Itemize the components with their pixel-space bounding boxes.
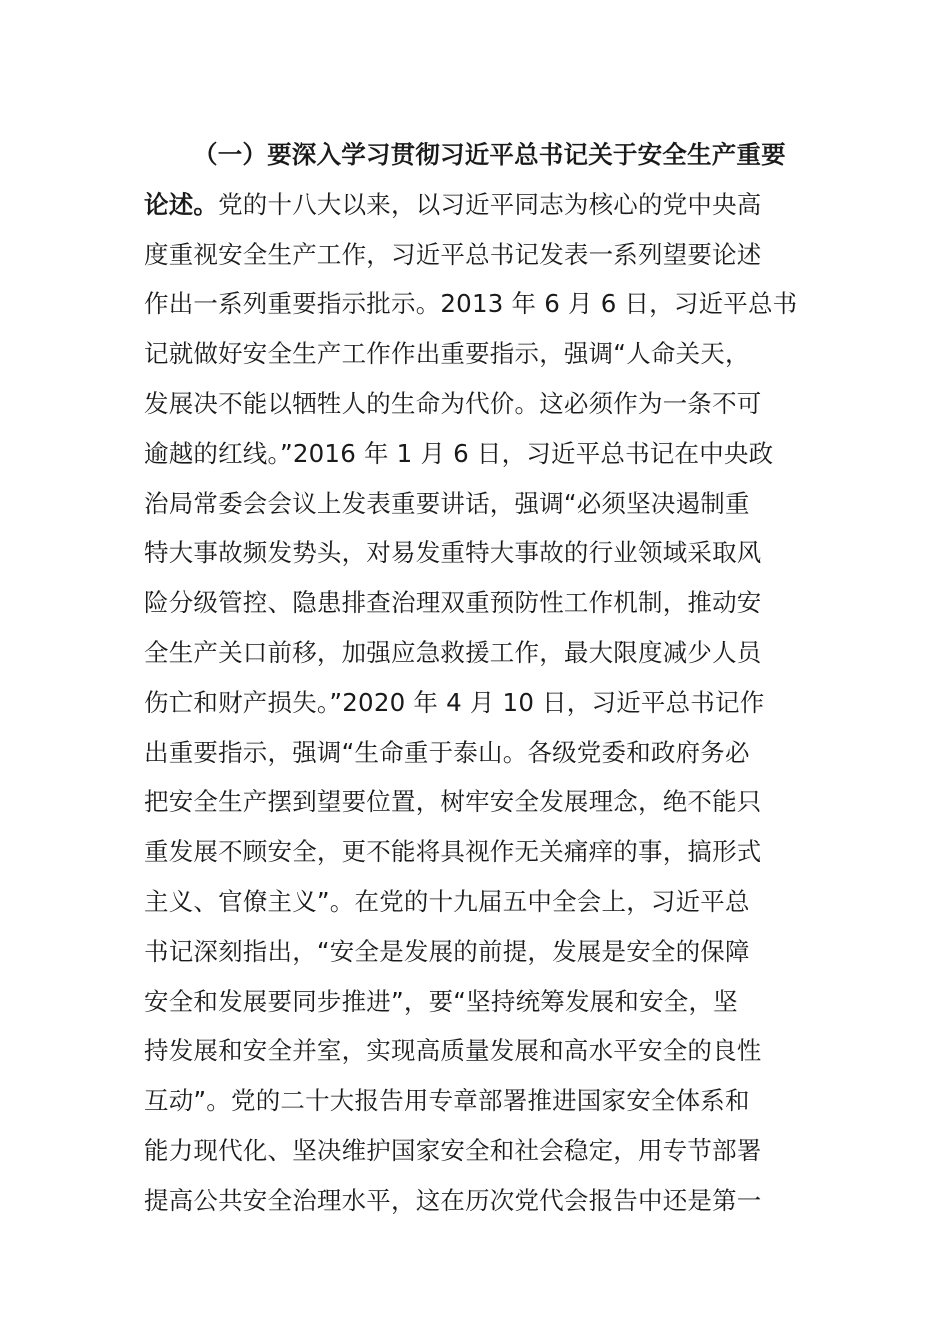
section-heading: （一）要深入学习贯彻习近平总书记关于安全生产重要 [193, 140, 786, 169]
paragraph-line: 能力现代化、坚决维护国家安全和社会稳定，用专节部署 [144, 1135, 762, 1165]
paragraph-line: 逾越的红线。”2016 年 1 月 6 日，习近平总书记在中央政 [144, 438, 774, 468]
paragraph-line: 伤亡和财产损失。”2020 年 4 月 10 日，习近平总书记作 [144, 687, 765, 717]
paragraph-line: 出重要指示，强调“生命重于泰山。各级党委和政府务必 [144, 737, 750, 767]
paragraph-line: 作出一系列重要指示批示。2013 年 6 月 6 日，习近平总书 [144, 289, 798, 319]
paragraph-line: 治局常委会会议上发表重要讲话，强调“必须坚决遏制重 [144, 488, 750, 518]
section-heading-end: 论述。 [144, 189, 219, 219]
paragraph-text: 党的十八大以来，以习近平同志为核心的党中央高 [218, 189, 762, 219]
paragraph-line: 发展决不能以牺牲人的生命为代价。这必须作为一条不可 [144, 388, 762, 418]
paragraph-line: 险分级管控、隐患排查治理双重预防性工作机制，推动安 [144, 588, 762, 618]
paragraph-line [144, 180, 814, 230]
paragraph-line: 特大事故频发势头，对易发重特大事故的行业领域采取风 [144, 538, 762, 568]
paragraph-line: 持发展和安全并室，实现高质量发展和高水平安全的良性 [144, 1036, 762, 1066]
paragraph-line: 重发展不顾安全，更不能将具视作无关痛痒的事，搞形式 [144, 837, 762, 867]
paragraph-line: 互动”。党的二十大报告用专章部署推进国家安全体系和 [144, 1086, 750, 1116]
paragraph-line: 度重视安全生产工作，习近平总书记发表一系列望要论述 [144, 239, 762, 269]
paragraph-line: 把安全生产摆到望要位置，树牢安全发展理念，绝不能只 [144, 787, 762, 817]
paragraph-line: 提高公共安全治理水平，这在历次党代会报告中还是第一 [144, 1185, 762, 1215]
document-body [144, 130, 814, 1226]
paragraph-line: 书记深刻指出，“安全是发展的前提，发展是安全的保障 [144, 936, 750, 966]
paragraph-line: 全生产关口前移，加强应急救援工作，最大限度减少人员 [144, 637, 762, 667]
paragraph-line: 记就做好安全生产工作作出重要指示，强调“人命关天， [144, 339, 750, 369]
paragraph-line: 主义、官僚主义”。在党的十九届五中全会上，习近平总 [144, 886, 750, 916]
paragraph-line: 安全和发展要同步推进”，要“坚持统筹发展和安全，坚 [144, 986, 738, 1016]
